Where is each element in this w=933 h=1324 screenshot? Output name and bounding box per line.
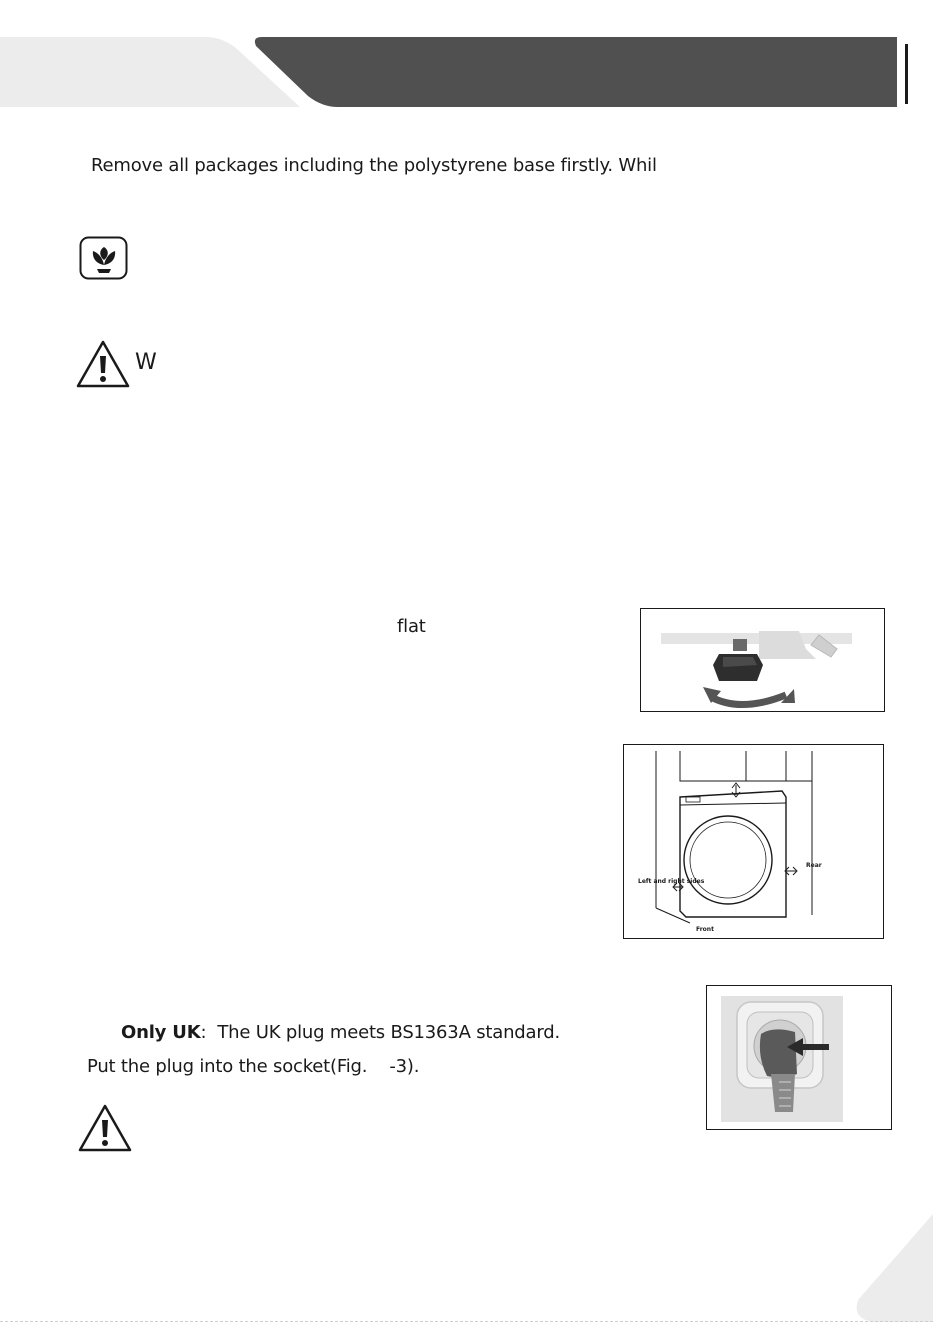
clearance-label-rear: Rear	[806, 862, 822, 869]
uk-note-label: Only UK	[121, 1022, 201, 1043]
uk-note-text: The UK plug meets BS1363A standard.	[217, 1022, 560, 1043]
warning-heading: W	[135, 350, 157, 375]
intro-paragraph: Remove all packages including the polystyrene base firstly. Whil	[91, 155, 657, 176]
header-light-tab	[0, 37, 300, 107]
warning-triangle-icon	[77, 1103, 133, 1153]
uk-note-separator: :	[200, 1022, 207, 1043]
clearance-label-sides: Left and right sides	[638, 878, 705, 885]
plug-instruction: Put the plug into the socket(Fig. -3).	[87, 1056, 420, 1077]
figure-adjustable-foot	[640, 608, 885, 712]
bottom-dashed-rule	[0, 1321, 933, 1322]
figure-plug-socket	[706, 985, 892, 1130]
header-edge-mark	[905, 44, 908, 104]
leveling-text: flat	[397, 616, 426, 637]
warning-triangle-icon	[75, 339, 131, 389]
recycle-flower-icon	[79, 236, 129, 280]
clearance-label-front: Front	[696, 926, 714, 933]
uk-note	[121, 1022, 560, 1043]
page-corner-tab	[850, 1214, 933, 1322]
header-dark-bar	[255, 37, 897, 107]
figure-clearance	[623, 744, 884, 939]
header-banner	[0, 0, 933, 112]
